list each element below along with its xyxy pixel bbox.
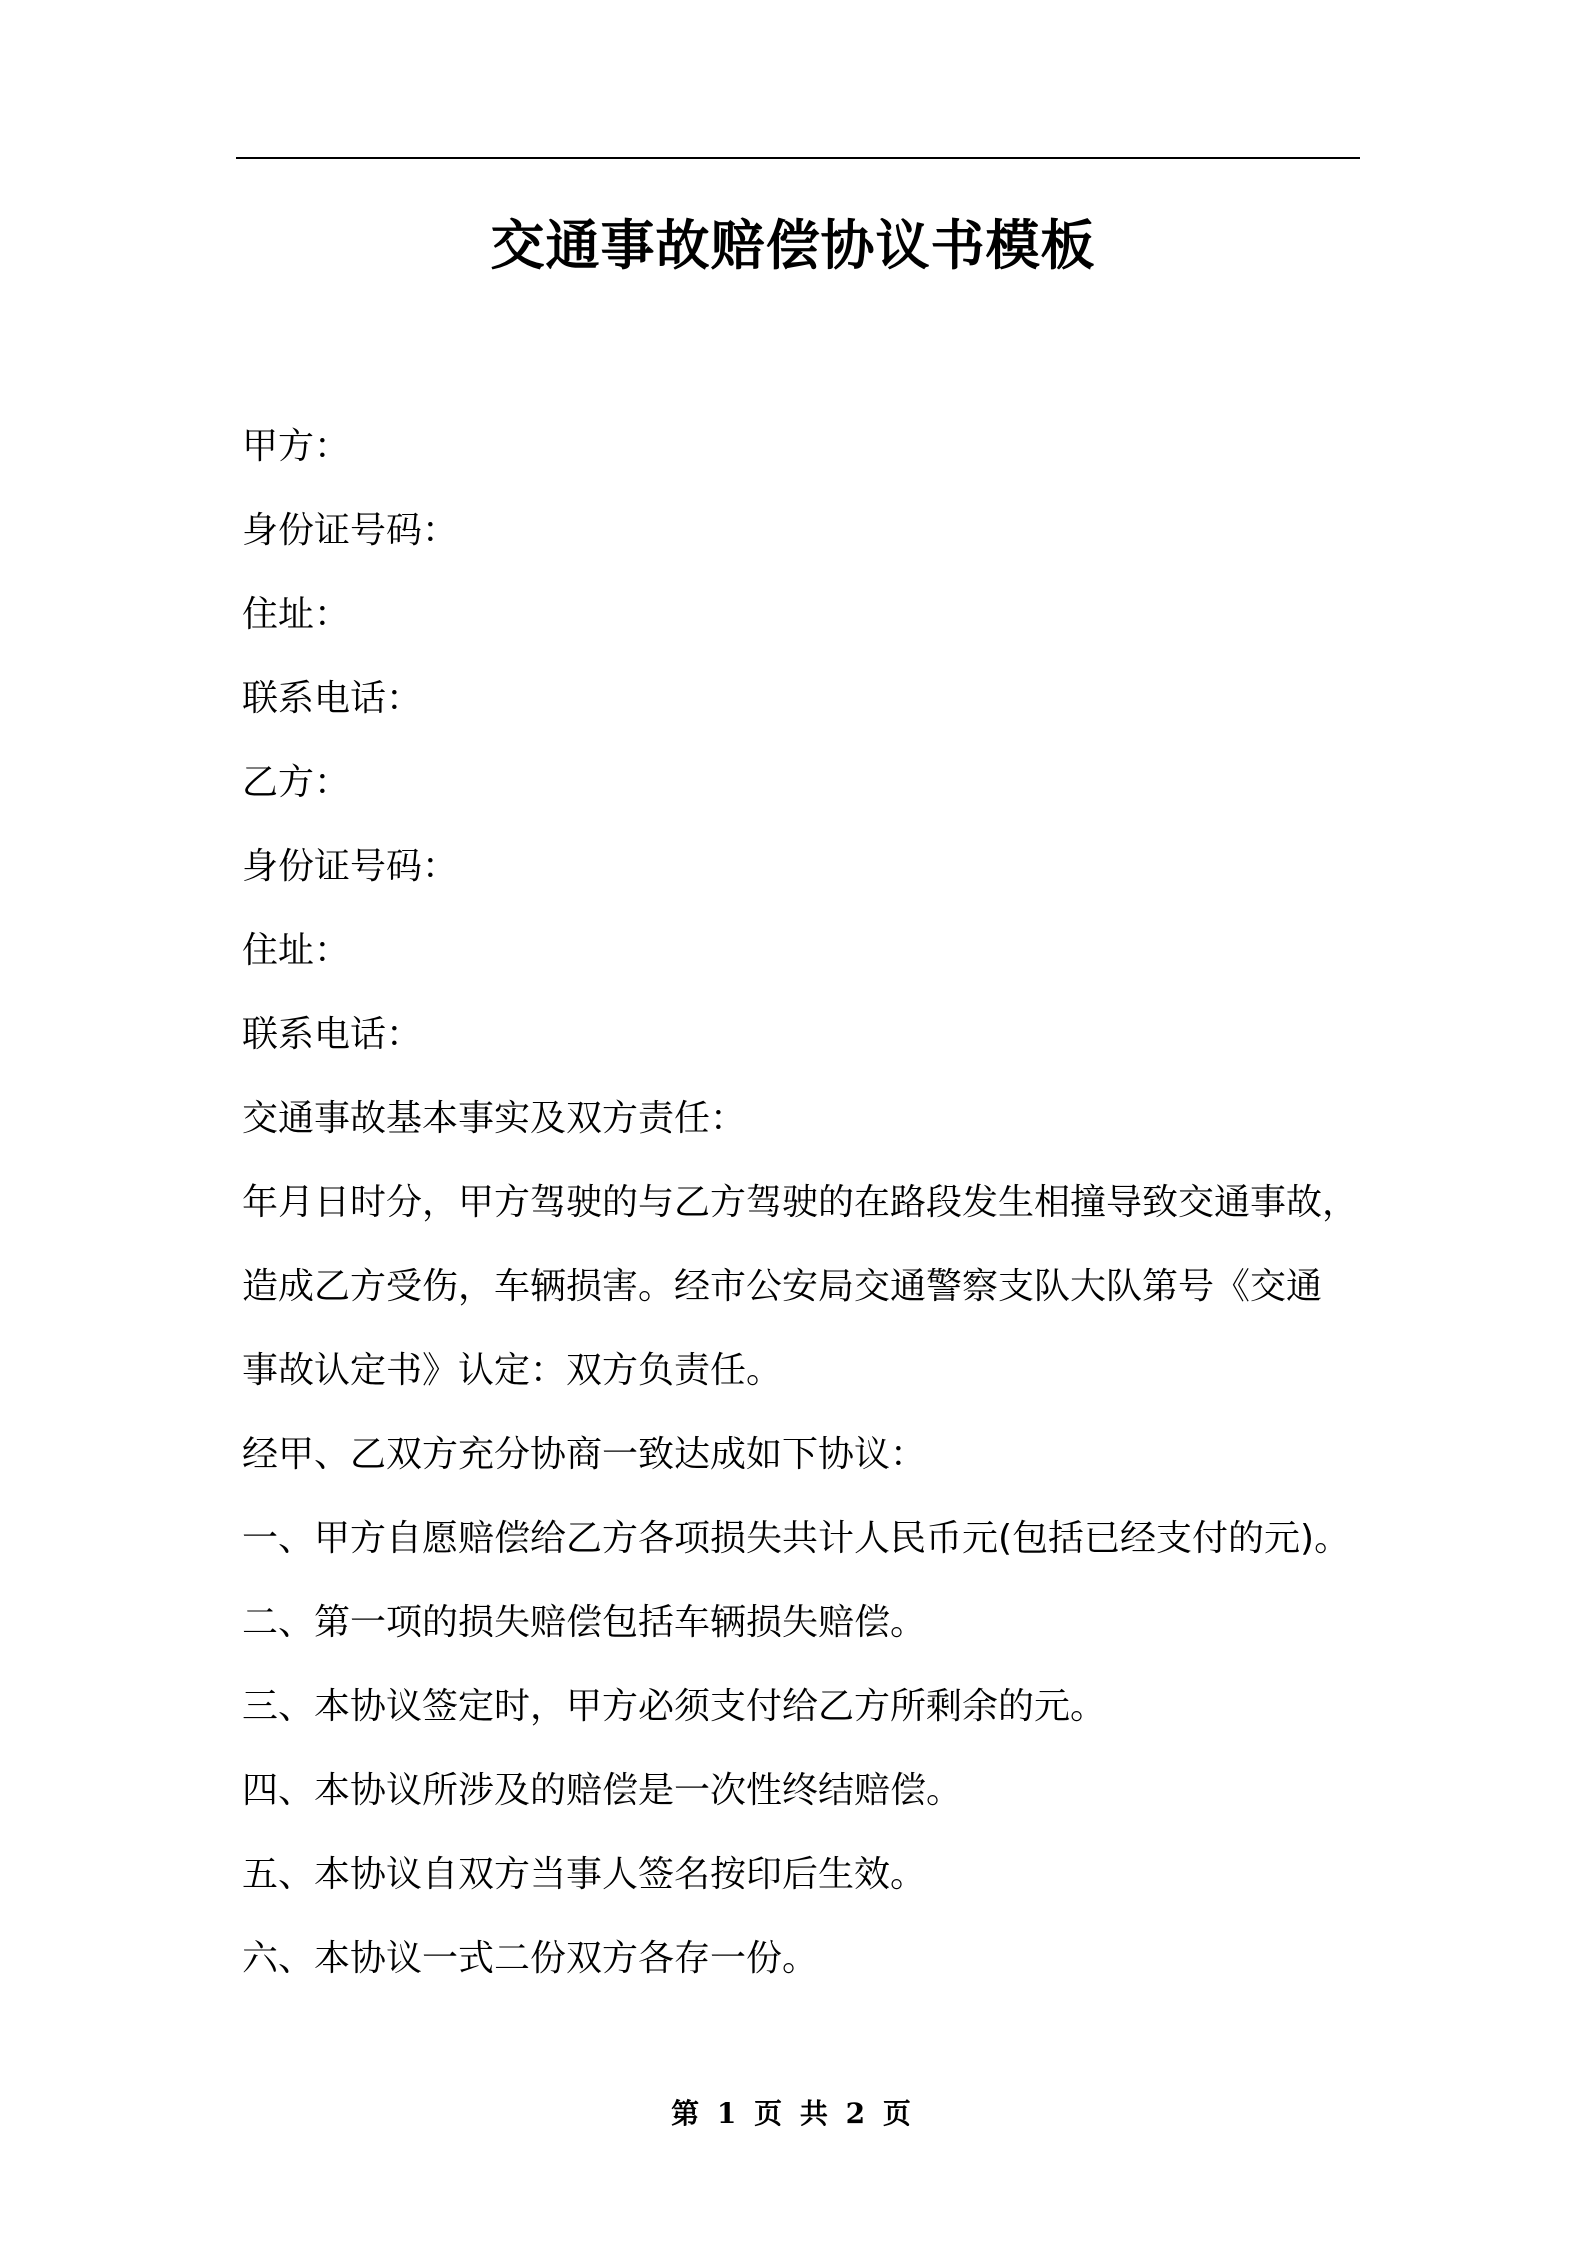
clause-4: 四、本协议所涉及的赔偿是一次性终结赔偿。 [242, 1770, 963, 1811]
clause-3: 三、本协议签定时，甲方必须支付给乙方所剩余的元。 [242, 1686, 1107, 1727]
party-a-address: 住址： [242, 594, 351, 635]
party-b-address: 住址： [242, 930, 351, 971]
clause-1: 一、甲方自愿赔偿给乙方各项损失共计人民币元(包括已经支付的元)。 [242, 1518, 1351, 1559]
party-a-phone: 联系电话： [242, 678, 423, 719]
accident-facts-line-1: 年月日时分，甲方驾驶的与乙方驾驶的在路段发生相撞导致交通事故， [242, 1182, 1359, 1223]
document-body [242, 405, 1372, 2001]
clause-5: 五、本协议自双方当事人签名按印后生效。 [242, 1854, 927, 1895]
party-a-label: 甲方： [242, 426, 351, 467]
agreement-intro: 经甲、乙双方充分协商一致达成如下协议： [242, 1434, 927, 1475]
header-rule [236, 157, 1360, 159]
party-b-label: 乙方： [242, 762, 351, 803]
document-title: 交通事故赔偿协议书模板 [490, 214, 1096, 277]
accident-facts-line-2: 造成乙方受伤，车辆损害。经市公安局交通警察支队大队第号《交通 [242, 1266, 1323, 1307]
clause-6: 六、本协议一式二份双方各存一份。 [242, 1938, 819, 1979]
page-number-footer: 第 1 页 共 2 页 [671, 2097, 915, 2130]
party-b-id-number: 身份证号码： [242, 846, 459, 887]
party-a-id-number: 身份证号码： [242, 510, 459, 551]
party-b-phone: 联系电话： [242, 1014, 423, 1055]
clause-2: 二、第一项的损失赔偿包括车辆损失赔偿。 [242, 1602, 927, 1643]
accident-facts-line-3: 事故认定书》认定：双方负责任。 [242, 1350, 783, 1391]
accident-facts-heading: 交通事故基本事实及双方责任： [242, 1098, 747, 1139]
